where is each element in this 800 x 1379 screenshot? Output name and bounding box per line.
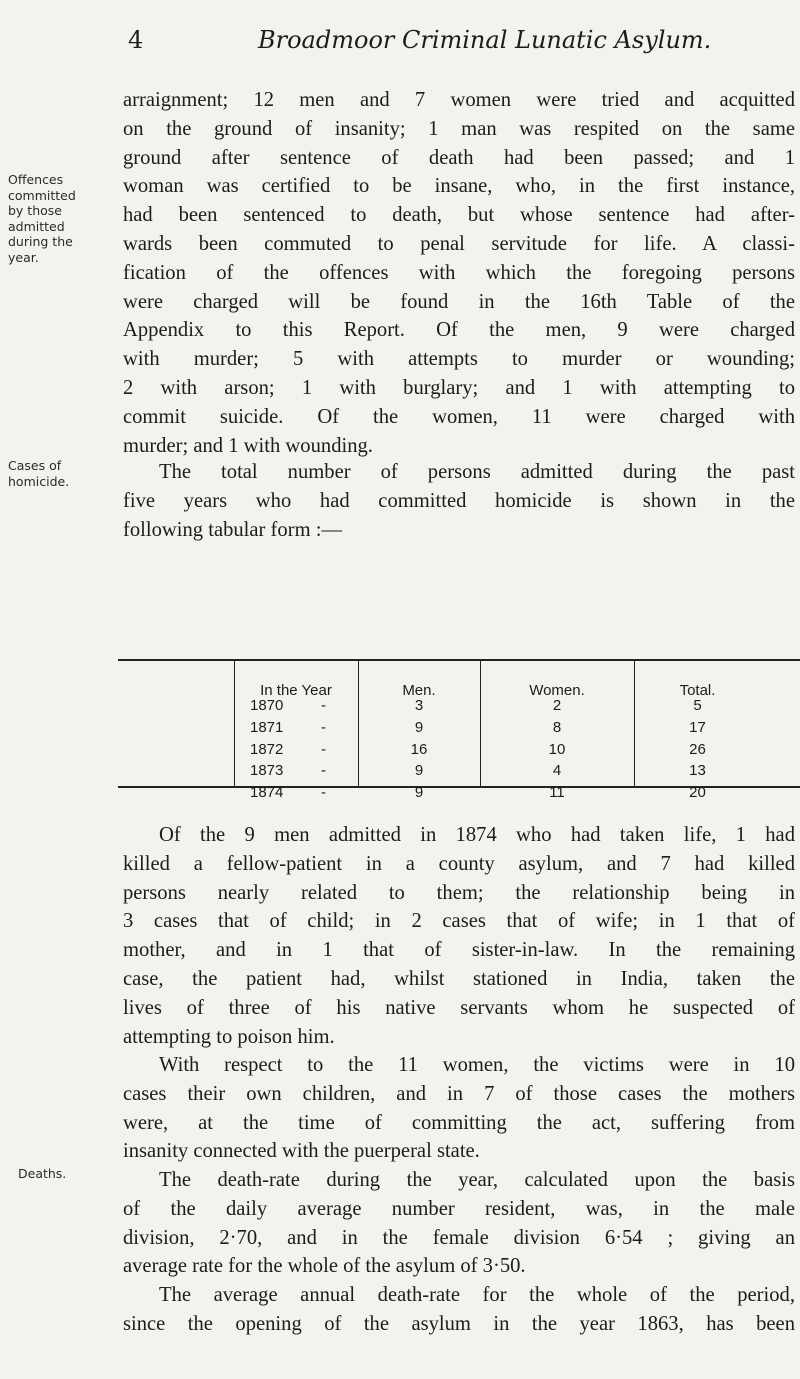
header-women: Women. [529, 682, 585, 699]
header-year: In the Year [260, 682, 332, 699]
page-header [128, 26, 728, 66]
cell-women: 11 [549, 784, 565, 801]
cell-men: 9 [414, 784, 424, 801]
table-top-rule [118, 659, 800, 661]
paragraph-women-detail: With respect to the 11 women, the victims were in 10 cases their own children, and in 7 of those cases the mothers were, at the time of committing the act, suffering from insanity connected with the puerperal state. [123, 1054, 795, 1163]
paragraph-offences: arraignment; 12 men and 7 women were tried and acquitted on the ground of insanity; 1 man was respited on the same ground after sentence of death had been passed; and 1 woman was certified to be insane, who, in the first instance, had been sentenced to death, but whose sentence had after- wards been commuted to penal servitude for life. A classi- fication of the offences with which the foregoing persons were charged will be found in the 16th Table of the Appendix to this Report. Of the men, 9 were charged with murder; 5 with attempts to murder or wounding; 2 with arson; 1 with burglary; and 1 with attempting to commit suicide. Of the women, 11 were charged with murder; and 1 with wounding. [123, 89, 795, 457]
paragraph-death-rate: The death-rate during the year, calculated upon the basis of the daily average number resident, was, in the male division, 2·70, and in the female division 6·54 ; giving an average rate for the whole of the asylum of 3·50. [123, 1169, 795, 1278]
table-col-rule [234, 680, 235, 786]
cell-year: 1871 [250, 719, 284, 736]
cell-men: 9 [414, 762, 424, 779]
cell-women: 2 [552, 697, 562, 714]
cell-total: 17 [689, 719, 706, 736]
cell-year: 1872 [250, 741, 284, 758]
header-total: Total. [679, 682, 716, 699]
margin-note-deaths: Deaths. [18, 1166, 67, 1181]
cell-men: 3 [414, 697, 424, 714]
cell-year: 1874 [250, 784, 284, 801]
cell-year: 1873 [250, 762, 284, 779]
homicide-table-body: 1870 - 3 2 5 1871 - 9 8 17 1872 - 16 10 26 1873 - 9 4 13 1874 - 9 11 20 [118, 690, 800, 820]
cell-total: 5 [693, 697, 702, 714]
cell-women: 4 [552, 762, 562, 779]
header-men: Men. [402, 682, 436, 699]
cell-year: 1870 [250, 697, 284, 714]
cell-women: 10 [548, 741, 566, 758]
paragraph-men-detail: Of the 9 men admitted in 1874 who had taken life, 1 had killed a fellow-patient in a county asylum, and 7 had killed persons nearly related to them; the relationship being in 3 cases that of child; in 2 cases that of wife; in 1 that of mother, and in 1 that of sister-in-law. In the remaining case, the patient had, whilst stationed in India, taken the lives of three of his native servants whom he suspected of attempting to poison him. [123, 824, 795, 1048]
page-number: 4 [128, 26, 144, 54]
running-title: Broadmoor Criminal Lunatic Asylum. [258, 26, 712, 54]
cell-total: 20 [689, 784, 706, 801]
margin-note-offences: Offences committed by those admitted during the year. [8, 172, 76, 265]
cell-men: 16 [410, 741, 428, 758]
cell-women: 8 [552, 719, 562, 736]
paragraph-average-death-rate: The average annual death-rate for the whole of the period, since the opening of the asylum in the year 1863, has been [123, 1284, 795, 1335]
cell-total: 13 [689, 762, 706, 779]
cell-men: 9 [414, 719, 424, 736]
paragraph-homicide-intro: The total number of persons admitted during the past five years who had committed homicide is shown in the following tabular form :— [123, 461, 795, 541]
margin-note-homicide: Cases of homicide. [8, 458, 70, 489]
cell-total: 26 [689, 741, 706, 758]
